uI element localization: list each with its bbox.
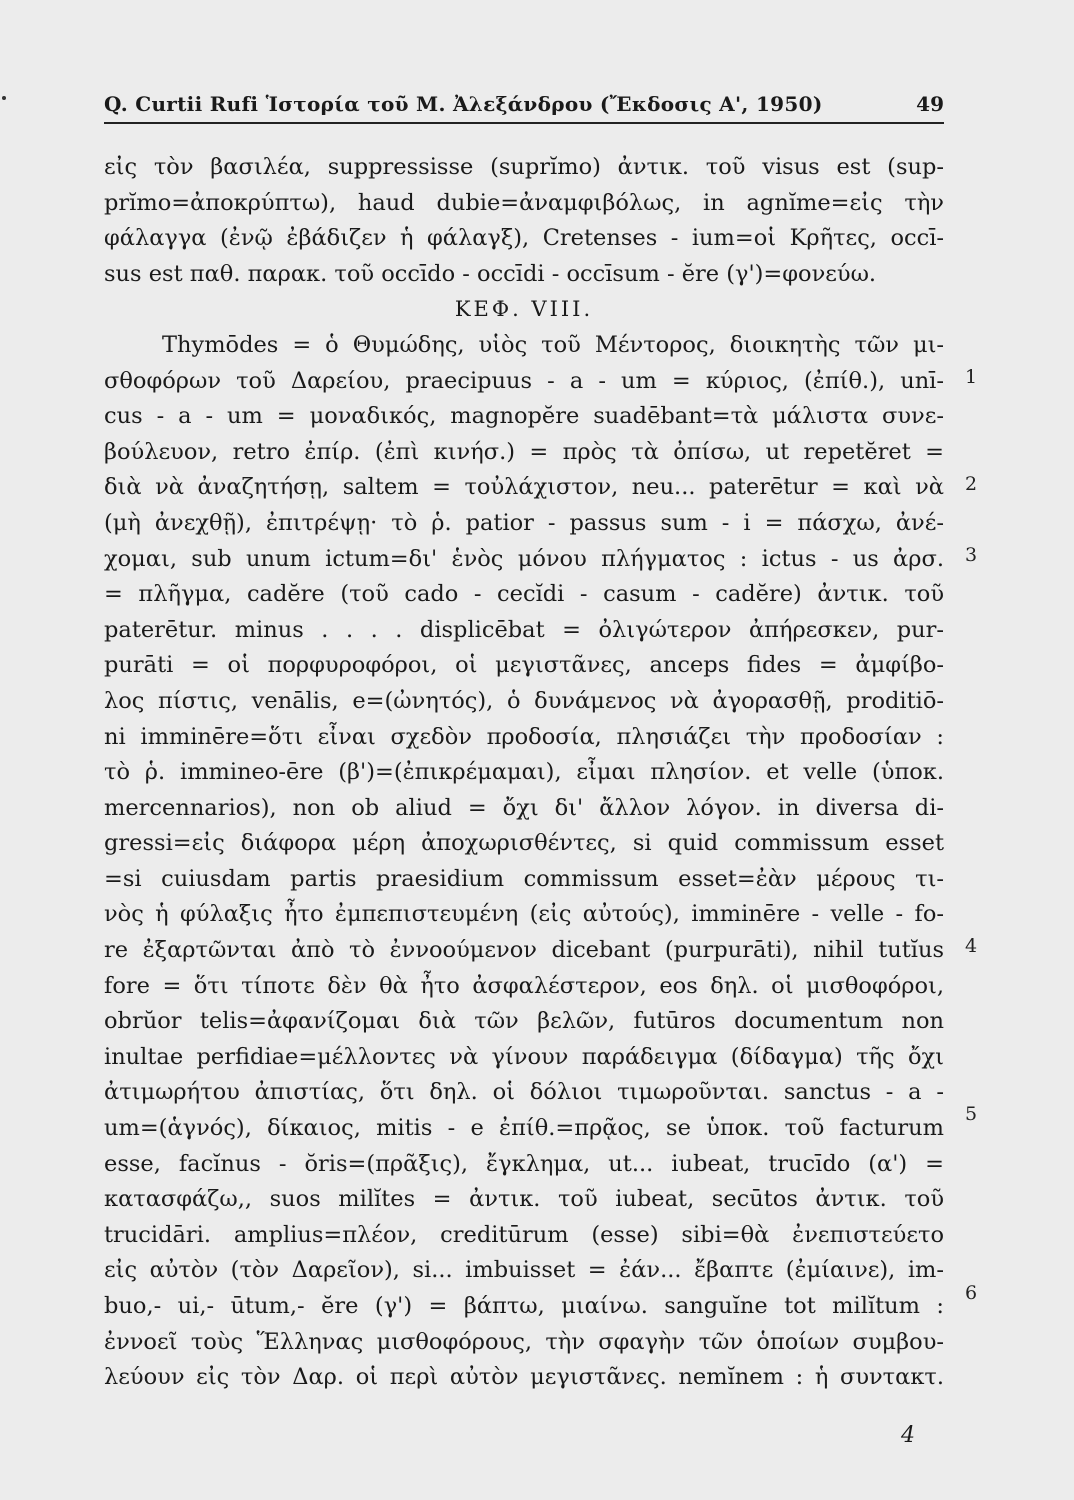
text-line: νὸς ἡ φύλαξις ἦτο ἐμπεπιστευμένη (εἰς αὐτούς), imminēre - velle - fo- [104,901,944,928]
text-line: εἰς αὐτὸν (τὸν Δαρεῖον), si... imbuisset = ἐάν... ἔβαπτε (ἐμίαινε), im- [104,1257,944,1284]
text-line: λος πίστις, venālis, e=(ὠνητός), ὁ δυνάμενος νὰ ἀγορασθῇ, proditiō- [104,687,944,714]
text-line: φάλαγγα (ἐνῷ ἐβάδιζεν ἡ φάλαγξ), Cretenses - ium=οἱ Κρῆτες, occī- [104,225,944,252]
text-line: um=(ἁγνός), δίκαιος, mitis - e ἐπίθ.=πρᾷος, se ὑποκ. τοῦ facturum [104,1115,944,1142]
text-line: λεύουν εἰς τὸν Δαρ. οἱ περὶ αὐτὸν μεγιστᾶνες. nemĭnem : ἡ συντακτ. [104,1364,944,1391]
text-line: ni imminēre=ὅτι εἶναι σχεδὸν προδοσία, πλησιάζει τὴν προδοσίαν : [104,723,944,750]
text-line: mercennarios), non ob aliud = ὄχι δι' ἄλλον λόγον. in diversa di- [104,794,944,821]
text-line: esse, facĭnus - ŏris=(πρᾶξις), ἔγκλημα, ut... iubeat, trucīdo (α') = [104,1150,944,1177]
text-line: re ἐξαρτῶνται ἀπὸ τὸ ἐννοούμενον dicebant (purpurāti), nihil tutĭus [104,937,944,964]
text-line: inultae perfidiae=μέλλοντες νὰ γίνουν παράδειγμα (δίδαγμα) τῆς ὄχι [104,1043,944,1070]
header-title: Q. Curtii Rufi Ἱστορία τοῦ Μ. Ἀλεξάνδρου (Ἔκδοσις Α', 1950) [104,92,823,116]
text-line: buo,- ui,- ūtum,- ĕre (γ') = βάπτω, μιαίνω. sanguĭne tot milĭtum : [104,1293,944,1319]
text-line: sus est παθ. παρακ. τοῦ occīdo - occīdi - occīsum - ĕre (γ')=φονεύω. [104,260,877,287]
signature-mark: 4 [901,1423,915,1448]
text-line: =si cuiusdam partis praesidium commissum esset=ἐὰν μέρους τι- [104,865,944,892]
text-line: τὸ ῥ. immineo-ēre (β')=(ἐπικρέμαμαι), εἶμαι πλησίον. et velle (ὑποκ. [104,759,944,786]
text-line: σθοφόρων τοῦ Δαρείου, praecipuus - a - um = κύριος, (ἐπίθ.), unī- [104,367,944,394]
text-line: cus - a - um = μοναδικός, magnopĕre suadēbant=τὰ μάλιστα συνε- [104,403,944,430]
text-line: Thymōdes = ὁ Θυμώδης, υἱὸς τοῦ Μέντορος, διοικητὴς τῶν μι- [162,331,944,358]
margin-number: 4 [965,935,978,957]
text-line: paterētur. minus . . . . displicēbat = ὀλιγώτερον ἀπήρεσκεν, pur- [104,616,944,643]
running-header [104,88,944,124]
commentary-text [104,150,944,1396]
margin-number: 3 [965,544,978,566]
edge-mark [2,96,6,100]
text-line: χομαι, sub unum ictum=δι' ἑνὸς μόνου πλήγματος : ictus - us ἀρσ. [104,545,944,572]
margin-number: 5 [965,1103,978,1125]
text-line: prĭmo=ἀποκρύπτω), haud dubie=ἀναμφιβόλως, in agnĭme=εἰς τὴν [104,189,944,216]
text-line: κατασφάζω,, suos milĭtes = ἀντικ. τοῦ iubeat, secūtos ἀντικ. τοῦ [104,1186,944,1213]
text-line: obrŭor telis=ἀφανίζομαι διὰ τῶν βελῶν, futūros documentum non [104,1008,944,1035]
page-number: 49 [916,92,944,116]
text-line: = πλῆγμα, cadĕre (τοῦ cado - cecĭdi - casum - cadĕre) ἀντικ. τοῦ [104,581,944,608]
text-line: ἀτιμωρήτου ἀπιστίας, ὅτι δηλ. οἱ δόλιοι τιμωροῦνται. sanctus - a - [104,1079,944,1106]
text-line: purāti = οἱ πορφυροφόροι, οἱ μεγιστᾶνες, anceps fides = ἀμφίβο- [104,652,944,679]
text-line: εἰς τὸν βασιλέα, suppressisse (suprĭmo) ἀντικ. τοῦ visus est (sup- [104,154,944,180]
text-line: βούλευον, retro ἐπίρ. (ἐπὶ κινήσ.) = πρὸς τὰ ὀπίσω, ut repetĕret = [104,438,944,465]
text-line: gressi=εἰς διάφορα μέρη ἀποχωρισθέντες, si quid commissum esset [104,830,944,857]
text-line: trucidāri. amplius=πλέον, creditūrum (esse) sibi=θὰ ἐνεπιστεύετο [104,1221,944,1248]
chapter-heading: ΚΕΦ. VIII. [454,297,594,322]
margin-number: 6 [965,1282,978,1304]
margin-number: 1 [965,366,978,388]
text-line: ἐννοεῖ τοὺς Ἕλληνας μισθοφόρους, τὴν σφαγὴν τῶν ὁποίων συμβου- [104,1328,944,1355]
margin-number: 2 [965,473,978,495]
text-line: διὰ νὰ ἀναζητήσῃ, saltem = τοὐλάχιστον, neu... paterētur = καὶ νὰ [104,474,944,501]
text-line: (μὴ ἀνεχθῇ), ἐπιτρέψῃ· τὸ ῥ. patior - passus sum - i = πάσχω, ἀνέ- [104,509,944,536]
text-line: fore = ὅτι τίποτε δὲν θὰ ἦτο ἀσφαλέστερον, eos δηλ. οἱ μισθοφόροι, [104,972,944,999]
